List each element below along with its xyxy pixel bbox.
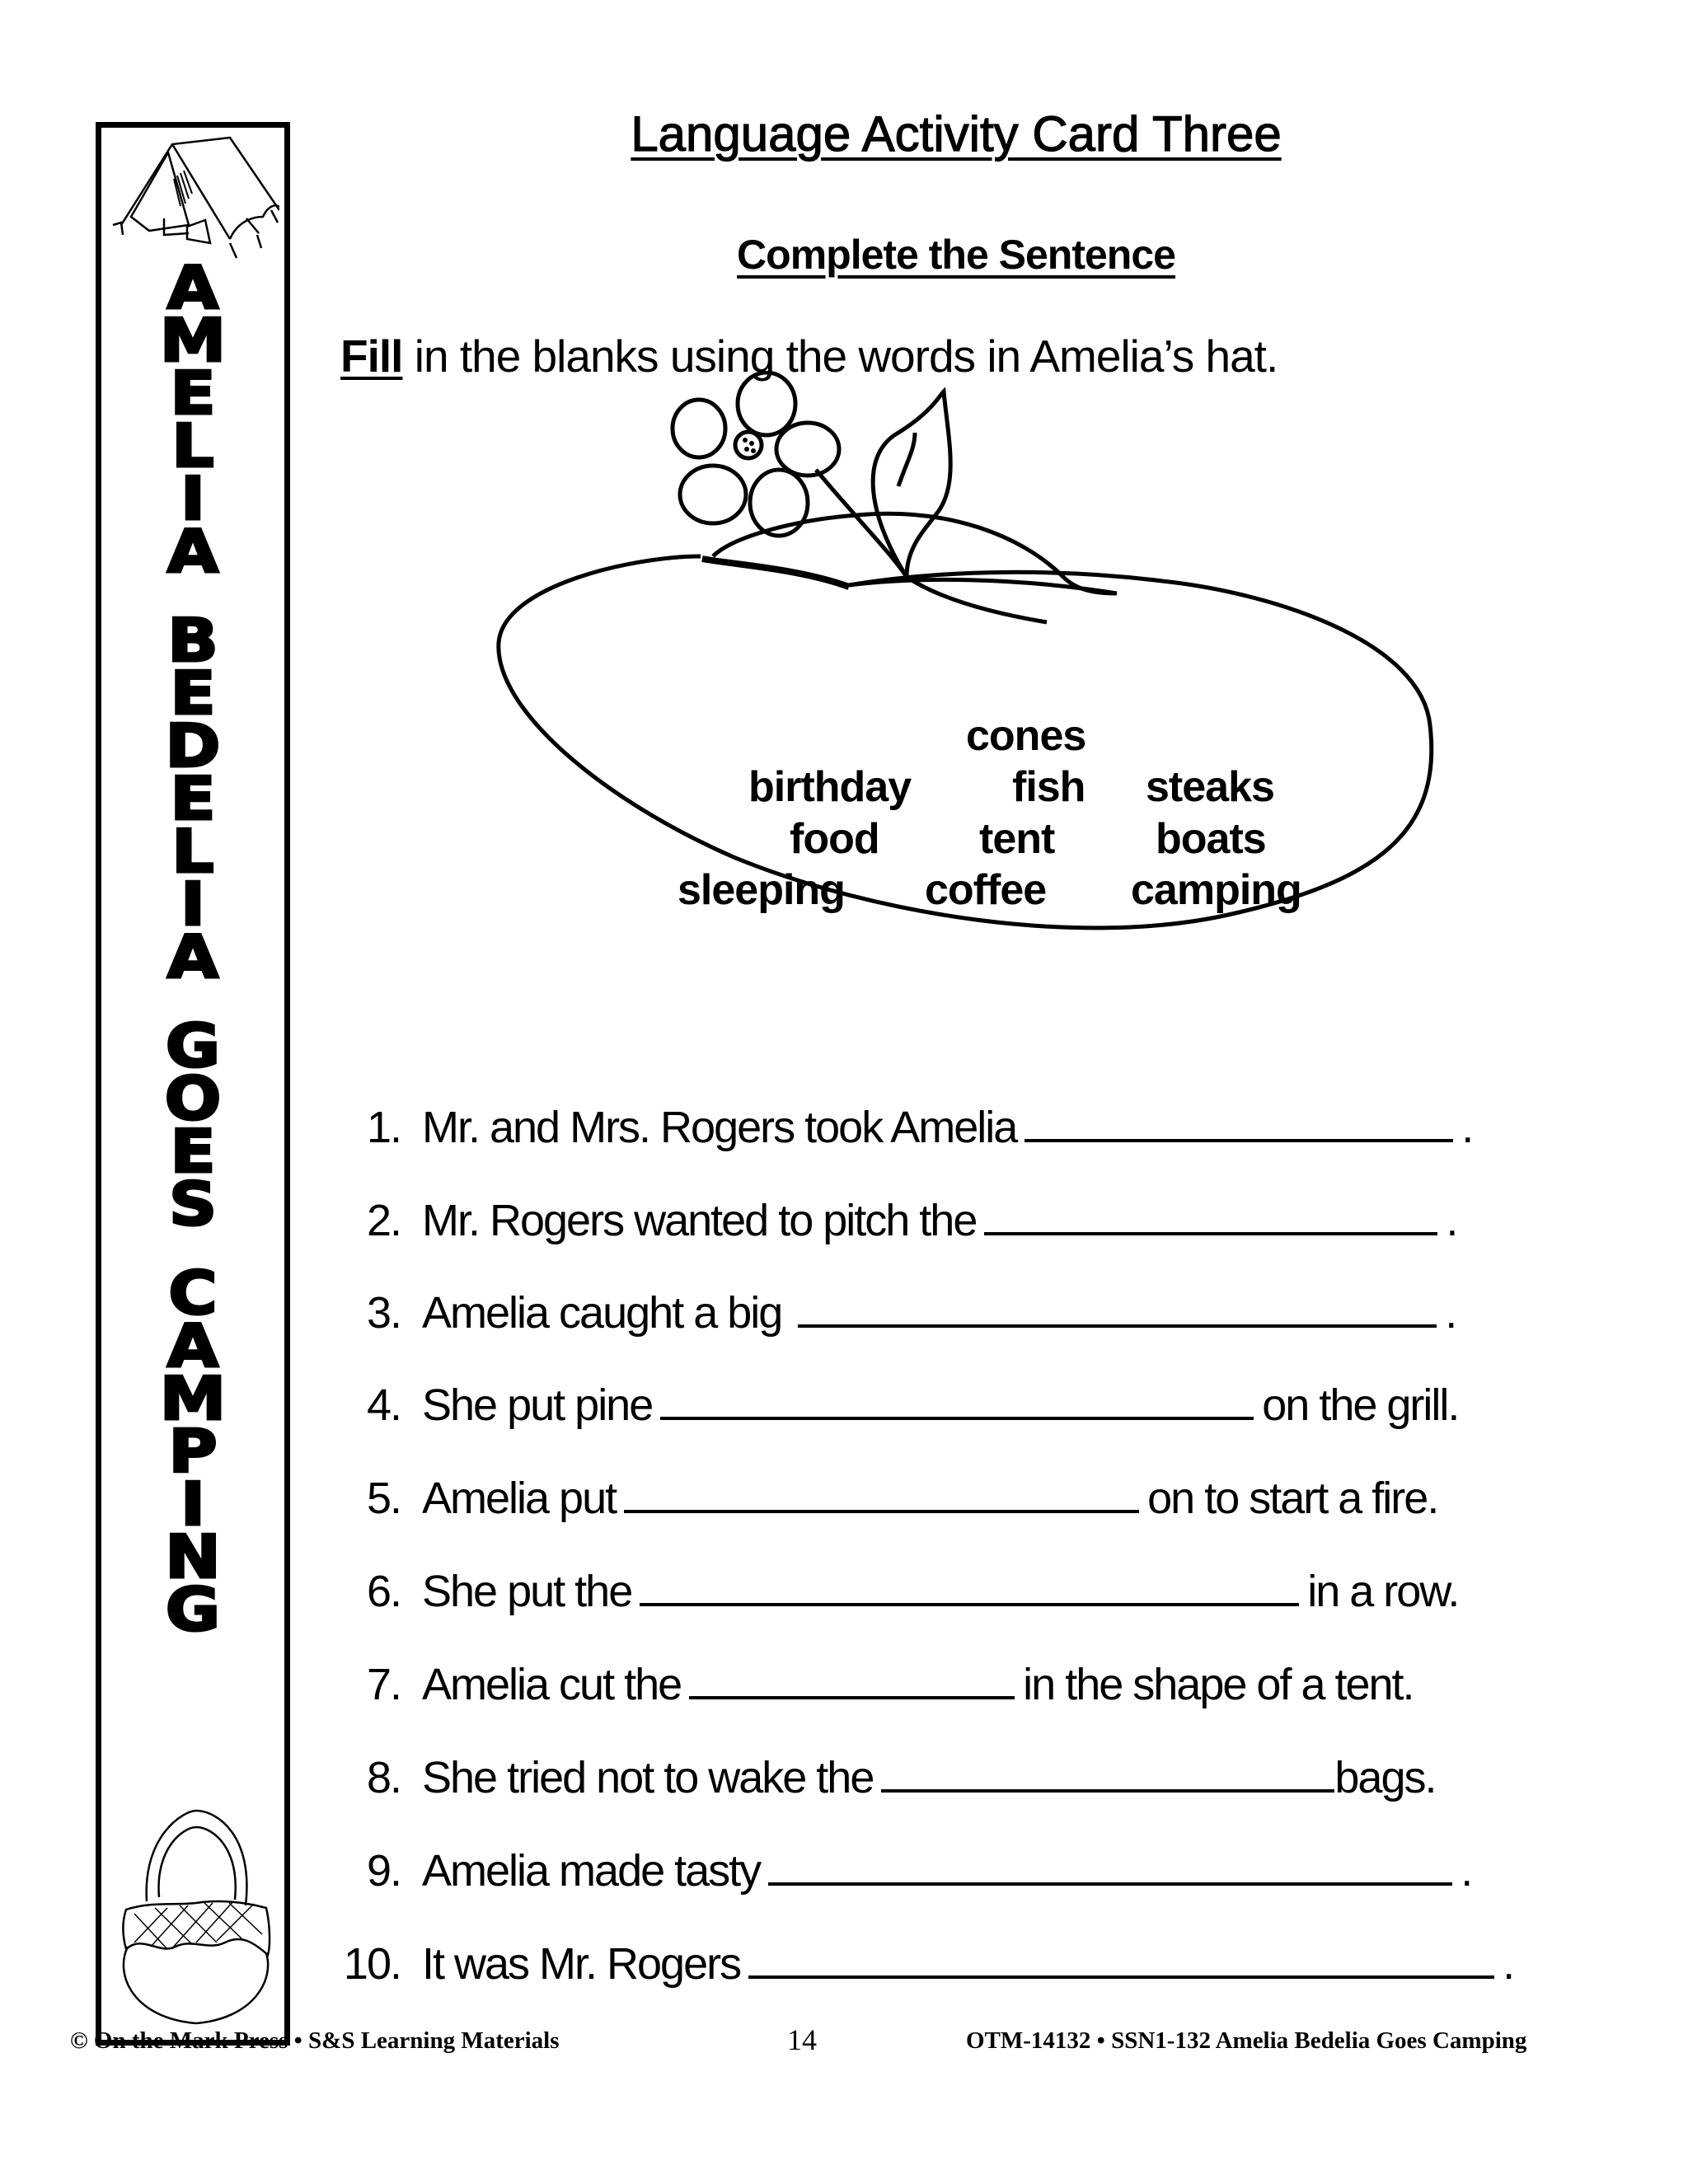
title-letter: A (166, 922, 219, 991)
answer-blank-7[interactable] (689, 1653, 1015, 1699)
sentence-end: in a row. (1307, 1567, 1459, 1616)
word-bank-item: camping (1131, 866, 1301, 914)
title-letter: I (180, 1469, 205, 1539)
title-letter: E (170, 658, 216, 728)
title-letter: I (180, 869, 205, 939)
sentence-text: Amelia put (422, 1474, 617, 1523)
picnic-basket-icon (110, 1802, 279, 2033)
title-letter: C (168, 1258, 218, 1328)
sentence-text: Mr. and Mrs. Rogers took Amelia (422, 1103, 1017, 1152)
word-bank-item: tent (979, 815, 1055, 863)
sentence-text: Mr. Rogers wanted to pitch the (422, 1196, 977, 1245)
sentence-number: 8. (366, 1753, 401, 1802)
answer-blank-8[interactable] (881, 1746, 1334, 1793)
title-letter: M (159, 306, 227, 375)
word-bank-item: cones (966, 712, 1086, 760)
word-bank-item: fish (1012, 763, 1085, 811)
word-goes (101, 1011, 284, 1239)
answer-blank-10[interactable] (748, 1933, 1494, 1979)
sentence-end: on to start a fire. (1147, 1474, 1438, 1523)
sentence-end: . (1445, 1288, 1456, 1338)
word-amelia (101, 253, 284, 586)
sentence-number: 3. (366, 1288, 401, 1338)
sentence-5 (340, 1467, 1437, 1525)
sentence-text: She put the (422, 1567, 632, 1616)
sentence-text: She put pine (422, 1380, 653, 1430)
sentence-number: 1. (366, 1103, 401, 1152)
word-bank-item: coffee (925, 866, 1047, 914)
word-bedelia (101, 606, 284, 991)
answer-blank-1[interactable] (1025, 1096, 1453, 1142)
word-camping (101, 1258, 284, 1644)
title-letter: L (171, 411, 214, 480)
sentence-number: 10. (343, 1939, 401, 1989)
title-letter: B (167, 606, 218, 675)
sentence-end: . (1503, 1939, 1514, 1989)
sentence-end: . (1461, 1103, 1473, 1152)
title-letter: S (168, 1169, 218, 1239)
sentence-4 (340, 1374, 1458, 1432)
word-bank-item: sleeping (678, 866, 845, 914)
sentence-end: on the grill. (1262, 1380, 1459, 1430)
word-bank-item: steaks (1146, 763, 1274, 811)
title-letter: I (180, 464, 205, 533)
answer-blank-6[interactable] (640, 1560, 1299, 1606)
tent-icon (106, 128, 279, 268)
sentence-number: 9. (366, 1846, 401, 1896)
sentence-number: 2. (366, 1196, 401, 1245)
title-letter: N (165, 1522, 221, 1591)
sentence-text: It was Mr. Rogers (422, 1939, 741, 1989)
sentence-number: 5. (366, 1474, 401, 1523)
title-letter: E (170, 359, 216, 428)
title-letter: E (170, 1117, 216, 1186)
title-letter: G (165, 1011, 221, 1080)
answer-blank-4[interactable] (660, 1374, 1254, 1420)
sentence-end: . (1446, 1196, 1457, 1245)
footer-copyright: © On the Mark Press • S&S Learning Materials (70, 2027, 560, 2054)
word-bank-item: boats (1156, 815, 1266, 863)
title-letter: A (166, 1311, 219, 1380)
sentence-10 (340, 1933, 1513, 1990)
vertical-book-title (101, 253, 284, 1644)
title-letter: L (171, 817, 214, 886)
sentence-1 (340, 1096, 1472, 1154)
sentence-end: . (1461, 1846, 1472, 1896)
sentence-6 (340, 1560, 1458, 1618)
footer-product-code: OTM-14132 • SSN1-132 Amelia Bedelia Goes Camping (966, 2027, 1527, 2054)
instruction-keyword: Fill (340, 330, 403, 382)
sentence-text: Amelia caught a big (422, 1288, 782, 1338)
sentence-7 (340, 1653, 1414, 1711)
sentence-2 (340, 1189, 1456, 1247)
section-subtitle-text: Complete the Sentence (737, 232, 1175, 278)
sentence-number: 4. (366, 1380, 401, 1430)
title-letter: G (165, 1575, 221, 1644)
sentence-8 (340, 1746, 1435, 1804)
title-letter: O (164, 1064, 222, 1133)
title-letter: A (166, 517, 219, 586)
answer-blank-9[interactable] (768, 1840, 1452, 1886)
sentence-text: Amelia cut the (422, 1660, 682, 1709)
sentence-9 (340, 1840, 1471, 1897)
sentence-3 (340, 1282, 1456, 1339)
instruction-text: in the blanks using the words in Amelia’s hat. (402, 330, 1278, 382)
title-letter: M (159, 1364, 227, 1433)
title-letter: P (168, 1417, 218, 1486)
answer-blank-3[interactable] (798, 1282, 1437, 1328)
answer-blank-2[interactable] (984, 1189, 1437, 1235)
sentence-text: She tried not to wake the (422, 1753, 874, 1802)
sentence-end: bags. (1334, 1753, 1436, 1802)
sentence-number: 6. (366, 1567, 401, 1616)
section-subtitle (495, 231, 1418, 279)
title-letter: D (165, 711, 221, 780)
hat-with-flower-icon (486, 371, 1434, 1030)
page-number: 14 (787, 2023, 817, 2056)
sidebar-title-frame (96, 122, 290, 2046)
sentence-end: in the shape of a tent. (1023, 1660, 1414, 1709)
word-bank-item: birthday (748, 763, 912, 811)
page-title (495, 105, 1418, 162)
title-letter: E (170, 764, 216, 833)
word-bank-hat (486, 371, 1434, 1030)
answer-blank-5[interactable] (624, 1467, 1139, 1513)
title-letter: A (166, 253, 219, 322)
sentence-number: 7. (366, 1660, 401, 1709)
page-title-text: Language Activity Card Three (631, 106, 1282, 162)
word-bank-item: food (790, 815, 879, 863)
sentence-text: Amelia made tasty (422, 1846, 761, 1896)
